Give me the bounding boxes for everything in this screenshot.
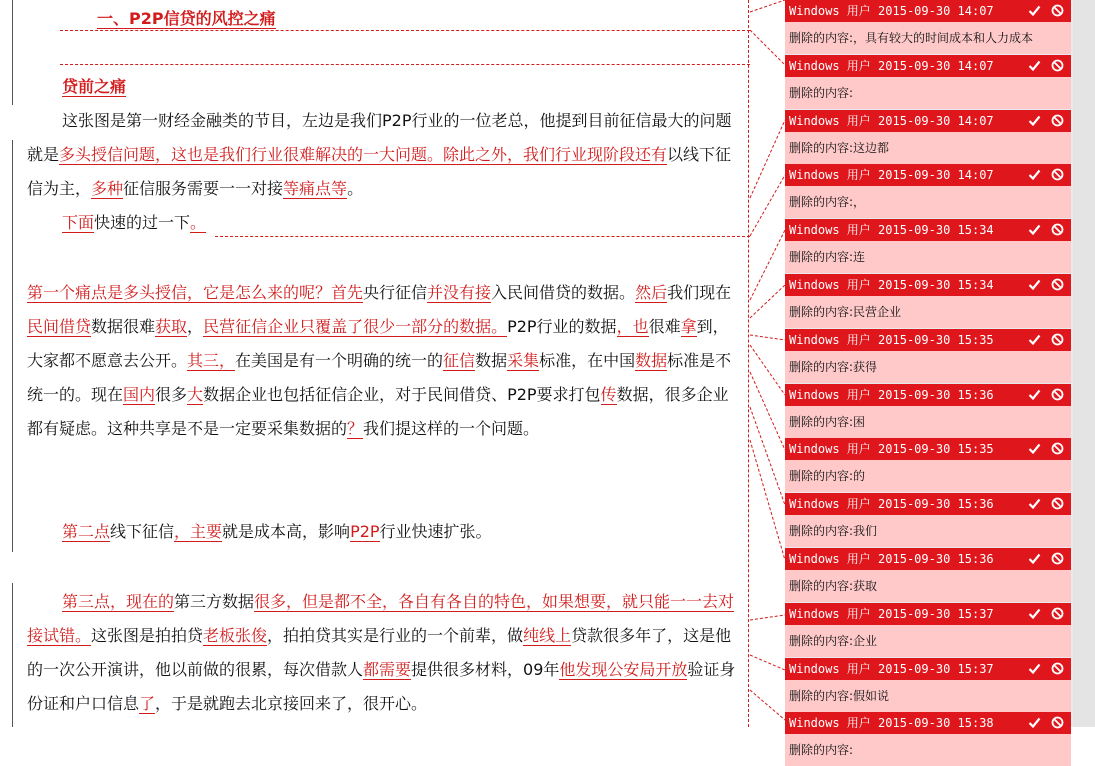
body-text: 很难 (648, 317, 681, 336)
inserted-text: 采集 (507, 351, 540, 370)
body-text: 我们提这样的一个问题。 (363, 419, 540, 438)
deleted-content-text: 企业 (853, 633, 878, 648)
balloon-timestamp: 2015-09-30 14:07 (878, 168, 994, 183)
balloon-body (785, 460, 1071, 492)
checkmark-icon[interactable] (1027, 441, 1042, 456)
balloon-body (785, 734, 1071, 766)
deleted-content-text: ， (853, 195, 866, 210)
balloon-header (785, 329, 1071, 351)
deleted-content-label: 删除的内容: (789, 85, 854, 100)
body-text: 以线下征信为主， (27, 145, 732, 198)
revision-balloon[interactable] (785, 493, 1071, 547)
inserted-text: 然后 (635, 283, 668, 302)
balloon-author: Windows 用户 (789, 442, 871, 457)
balloon-body (785, 132, 1071, 164)
balloon-author: Windows 用户 (789, 606, 871, 621)
reject-circle-icon[interactable] (1050, 606, 1065, 621)
balloon-header (785, 603, 1071, 625)
inserted-text: 国内 (123, 385, 156, 404)
deleted-content-text: 这边都 (853, 140, 890, 155)
change-bar (12, 583, 13, 727)
paragraph-4[interactable] (27, 515, 742, 549)
balloon-author: Windows 用户 (789, 387, 871, 402)
inserted-text: 传 (600, 385, 617, 404)
reject-circle-icon[interactable] (1050, 715, 1065, 730)
balloon-header (785, 55, 1071, 77)
balloon-timestamp: 2015-09-30 14:07 (878, 113, 994, 128)
inserted-text: 第一个痛点是多头授信，它是怎么来的呢？首先 (27, 283, 364, 302)
body-text: ，拍拍贷其实是行业的一个前辈，做 (267, 626, 524, 645)
deleted-content-label: 删除的内容: (789, 305, 854, 319)
body-text: ，于是就跑去北京接回来了，很开心。 (155, 694, 428, 713)
balloon-body (785, 625, 1071, 657)
balloon-body (785, 186, 1071, 218)
body-text: P2P行业的数据 (507, 317, 617, 336)
balloon-timestamp: 2015-09-30 15:38 (878, 716, 994, 731)
inserted-text: 数据 (635, 351, 668, 370)
balloon-header (785, 110, 1071, 132)
inserted-text: ？ (347, 419, 364, 438)
checkmark-icon[interactable] (1027, 58, 1042, 73)
balloon-header (785, 493, 1071, 515)
inserted-text: 其三， (187, 351, 236, 370)
checkmark-icon[interactable] (1027, 277, 1042, 292)
paragraph-5[interactable] (27, 585, 742, 721)
reject-circle-icon[interactable] (1050, 332, 1065, 347)
balloon-body (785, 406, 1071, 438)
balloon-timestamp: 2015-09-30 15:34 (878, 223, 994, 238)
balloon-header (785, 548, 1071, 570)
reject-circle-icon[interactable] (1050, 496, 1065, 511)
body-text: 第三方数据 (174, 592, 255, 611)
revision-leader (215, 236, 750, 237)
reject-circle-icon[interactable] (1050, 661, 1065, 676)
inserted-text: 第三点，现在的 (62, 592, 175, 611)
reject-circle-icon[interactable] (1050, 441, 1065, 456)
change-bar (12, 140, 13, 552)
checkmark-icon[interactable] (1027, 551, 1042, 566)
body-text: 到，大家都不愿意去公开。 (27, 317, 729, 370)
balloon-timestamp: 2015-09-30 15:37 (878, 661, 994, 676)
inserted-text: 多种 (91, 179, 124, 198)
deleted-content-label: 删除的内容: (789, 31, 854, 45)
checkmark-icon[interactable] (1027, 113, 1042, 128)
inserted-text: 大 (187, 385, 204, 404)
reject-circle-icon[interactable] (1050, 387, 1065, 402)
deleted-content-text: 连 (853, 250, 866, 265)
paragraph-1[interactable] (27, 104, 742, 206)
balloon-author: Windows 用户 (789, 223, 871, 238)
checkmark-icon[interactable] (1027, 222, 1042, 237)
inserted-text: 他发现公安局开放 (559, 660, 688, 679)
inserted-text: ，也 (616, 317, 649, 336)
balloon-timestamp: 2015-09-30 15:35 (878, 442, 994, 457)
change-bar (12, 0, 13, 105)
balloon-timestamp: 2015-09-30 15:36 (878, 387, 994, 402)
balloon-body (785, 77, 1071, 109)
deleted-content-text: 困 (853, 414, 866, 429)
inserted-text: 老板张俊 (203, 626, 268, 645)
revision-balloon[interactable] (785, 329, 1071, 383)
revision-balloon[interactable] (785, 384, 1071, 438)
balloon-body (785, 296, 1071, 328)
inserted-text: 等痛点等 (283, 179, 348, 198)
balloon-header (785, 274, 1071, 296)
deleted-content-label: 删除的内容: (789, 688, 854, 703)
balloon-timestamp: 2015-09-30 15:36 (878, 552, 994, 566)
revision-balloon[interactable] (785, 438, 1071, 492)
deleted-content-text: 我们 (853, 524, 878, 539)
deleted-content-text: 假如说 (853, 688, 890, 703)
balloon-body (785, 241, 1071, 273)
reject-circle-icon[interactable] (1050, 222, 1065, 237)
balloon-header (785, 0, 1071, 22)
revision-margin-line (748, 0, 749, 727)
deleted-content-label: 删除的内容: (789, 579, 854, 593)
body-text: 标准，在中国 (539, 351, 636, 370)
checkmark-icon[interactable] (1027, 387, 1042, 402)
body-text: 行业快速扩张。 (379, 522, 492, 541)
reject-circle-icon[interactable] (1050, 551, 1065, 566)
balloon-timestamp: 2015-09-30 15:34 (878, 278, 994, 292)
revision-balloon[interactable] (785, 548, 1071, 602)
markup-pane-scrollbar[interactable] (1073, 0, 1095, 727)
revision-balloon[interactable] (785, 658, 1071, 712)
body-text: 在美国是有一个明确的统一的 (235, 351, 444, 370)
deleted-content-text: 获得 (853, 359, 878, 374)
inserted-text: 获取 (155, 317, 188, 336)
revision-leader (60, 30, 750, 31)
body-text: 这张图是拍拍贷 (91, 626, 204, 645)
deleted-content-label: 删除的内容: (789, 414, 854, 429)
balloon-author: Windows 用户 (789, 716, 871, 731)
inserted-text: 民间借贷 (27, 317, 92, 336)
deleted-content-label: 删除的内容: (789, 140, 854, 155)
body-text: 数据企业也包括征信企业，对于民间借贷、P2P要求打包 (203, 385, 601, 404)
revision-balloon[interactable] (785, 712, 1071, 766)
body-text: 贷款很多年了，这是他的一次公开演讲，他以前做的很累，每次借款人 (27, 626, 732, 679)
markup-pane (785, 0, 1095, 758)
inserted-text: 并没有接 (427, 283, 492, 302)
balloon-author: Windows 用户 (789, 278, 871, 292)
paragraph-2[interactable] (27, 206, 742, 240)
deleted-content-label: 删除的内容: (789, 743, 854, 758)
balloon-author: Windows 用户 (789, 497, 871, 512)
balloon-body (785, 680, 1071, 712)
body-text: 标准是不统一的。现在 (27, 351, 732, 404)
body-text: 数据很难 (91, 317, 156, 336)
deleted-content-label: 删除的内容: (789, 633, 854, 648)
reject-circle-icon[interactable] (1050, 113, 1065, 128)
inserted-text: 了 (139, 694, 156, 713)
inserted-text: 第二点 (62, 522, 111, 541)
paragraph-3[interactable] (27, 276, 742, 446)
checkmark-icon[interactable] (1027, 606, 1042, 621)
deleted-content-label: 删除的内容: (789, 359, 854, 374)
inserted-text: 都需要 (363, 660, 412, 679)
body-text: 验证身份证和户口信息 (27, 660, 736, 713)
balloon-author: Windows 用户 (789, 552, 871, 566)
checkmark-icon[interactable] (1027, 167, 1042, 182)
deleted-content-text: 获取 (853, 579, 878, 593)
body-text: 我们现在 (667, 283, 732, 302)
deleted-content-label: 删除的内容: (789, 195, 854, 210)
deleted-content-text: 的 (853, 469, 866, 484)
checkmark-icon[interactable] (1027, 715, 1042, 730)
inserted-text: ，主要 (174, 522, 223, 541)
reject-circle-icon[interactable] (1050, 277, 1065, 292)
balloon-header (785, 384, 1071, 406)
body-text: 。 (347, 179, 364, 198)
body-text: 征信服务需要一一对接 (123, 179, 284, 198)
checkmark-icon[interactable] (1027, 3, 1042, 18)
inserted-text: 征信 (443, 351, 476, 370)
revision-balloon[interactable] (785, 603, 1071, 657)
balloon-author: Windows 用户 (789, 661, 871, 676)
balloon-header (785, 658, 1071, 680)
deleted-content-label: 删除的内容: (789, 250, 854, 265)
body-text: 央行征信 (363, 283, 428, 302)
body-text: 很多 (155, 385, 188, 404)
checkmark-icon[interactable] (1027, 332, 1042, 347)
balloon-timestamp: 2015-09-30 15:35 (878, 332, 994, 347)
subsection-heading: 贷前之痛 (62, 77, 127, 96)
body-text: 入民间借贷的数据。 (491, 283, 636, 302)
balloon-body (785, 515, 1071, 547)
body-text: 就是成本高，影响 (222, 522, 351, 541)
revision-balloon[interactable] (785, 274, 1071, 328)
body-text: 这张图是第一财经金融类的节目，左边是我们P2P行业的一位老总，他提到目前征信最大的问题就是 (27, 111, 732, 164)
inserted-text: 拿 (680, 317, 697, 336)
balloon-header (785, 219, 1071, 241)
balloon-timestamp: 2015-09-30 14:07 (878, 4, 994, 18)
body-text: 数据，很多企业都有疑虑。这种共享是不是一定要采集数据的 (27, 385, 729, 438)
balloon-header (785, 164, 1071, 186)
reject-circle-icon[interactable] (1050, 58, 1065, 73)
revision-balloon[interactable] (785, 164, 1071, 218)
balloon-header (785, 712, 1071, 734)
balloon-author: Windows 用户 (789, 113, 871, 128)
inserted-text: 纯线上 (523, 626, 572, 645)
body-text: 快速的过一下 (94, 213, 191, 232)
balloon-timestamp: 2015-09-30 15:37 (878, 606, 994, 621)
deleted-content-text: ，具有较大的时间成本和人力成本 (853, 31, 1034, 45)
inserted-text: 多头授信问题，这也是我们行业很难解决的一大问题。除此之外，我们行业现阶段还有 (59, 145, 668, 164)
balloon-author: Windows 用户 (789, 168, 871, 183)
revision-balloon[interactable] (785, 110, 1071, 164)
body-text: 数据 (475, 351, 508, 370)
revision-leader (60, 64, 750, 65)
revision-balloon[interactable] (785, 0, 1071, 54)
inserted-text: P2P (350, 522, 380, 541)
balloon-header (785, 438, 1071, 460)
balloon-author: Windows 用户 (789, 4, 871, 18)
balloon-body (785, 570, 1071, 602)
inserted-text: 。 (190, 213, 207, 232)
inserted-text: 很多，但是都不全，各自有各自的特色，如果想要，就只能一一去对接试错。 (27, 592, 735, 645)
subheading (27, 70, 742, 104)
balloon-author: Windows 用户 (789, 58, 871, 73)
balloon-body (785, 351, 1071, 383)
deleted-content-label: 删除的内容: (789, 469, 854, 484)
deleted-content-text: 民营企业 (853, 305, 902, 319)
body-text: 提供很多材料，09年 (411, 660, 560, 679)
inserted-text: 下面 (62, 213, 95, 232)
section-heading: 一、P2P信贷的风控之痛 (97, 9, 276, 28)
balloon-timestamp: 2015-09-30 14:07 (878, 58, 994, 73)
body-text: 线下征信 (110, 522, 175, 541)
revision-balloon[interactable] (785, 55, 1071, 109)
revision-balloon[interactable] (785, 219, 1071, 273)
balloon-author: Windows 用户 (789, 332, 871, 347)
reject-circle-icon[interactable] (1050, 167, 1065, 182)
inserted-text: 民营征信企业只覆盖了很少一部分的数据。 (203, 317, 508, 336)
deleted-content-label: 删除的内容: (789, 524, 854, 539)
body-text: ， (187, 317, 204, 336)
checkmark-icon[interactable] (1027, 496, 1042, 511)
balloon-timestamp: 2015-09-30 15:36 (878, 497, 994, 512)
balloon-body (785, 22, 1071, 54)
checkmark-icon[interactable] (1027, 661, 1042, 676)
reject-circle-icon[interactable] (1050, 3, 1065, 18)
